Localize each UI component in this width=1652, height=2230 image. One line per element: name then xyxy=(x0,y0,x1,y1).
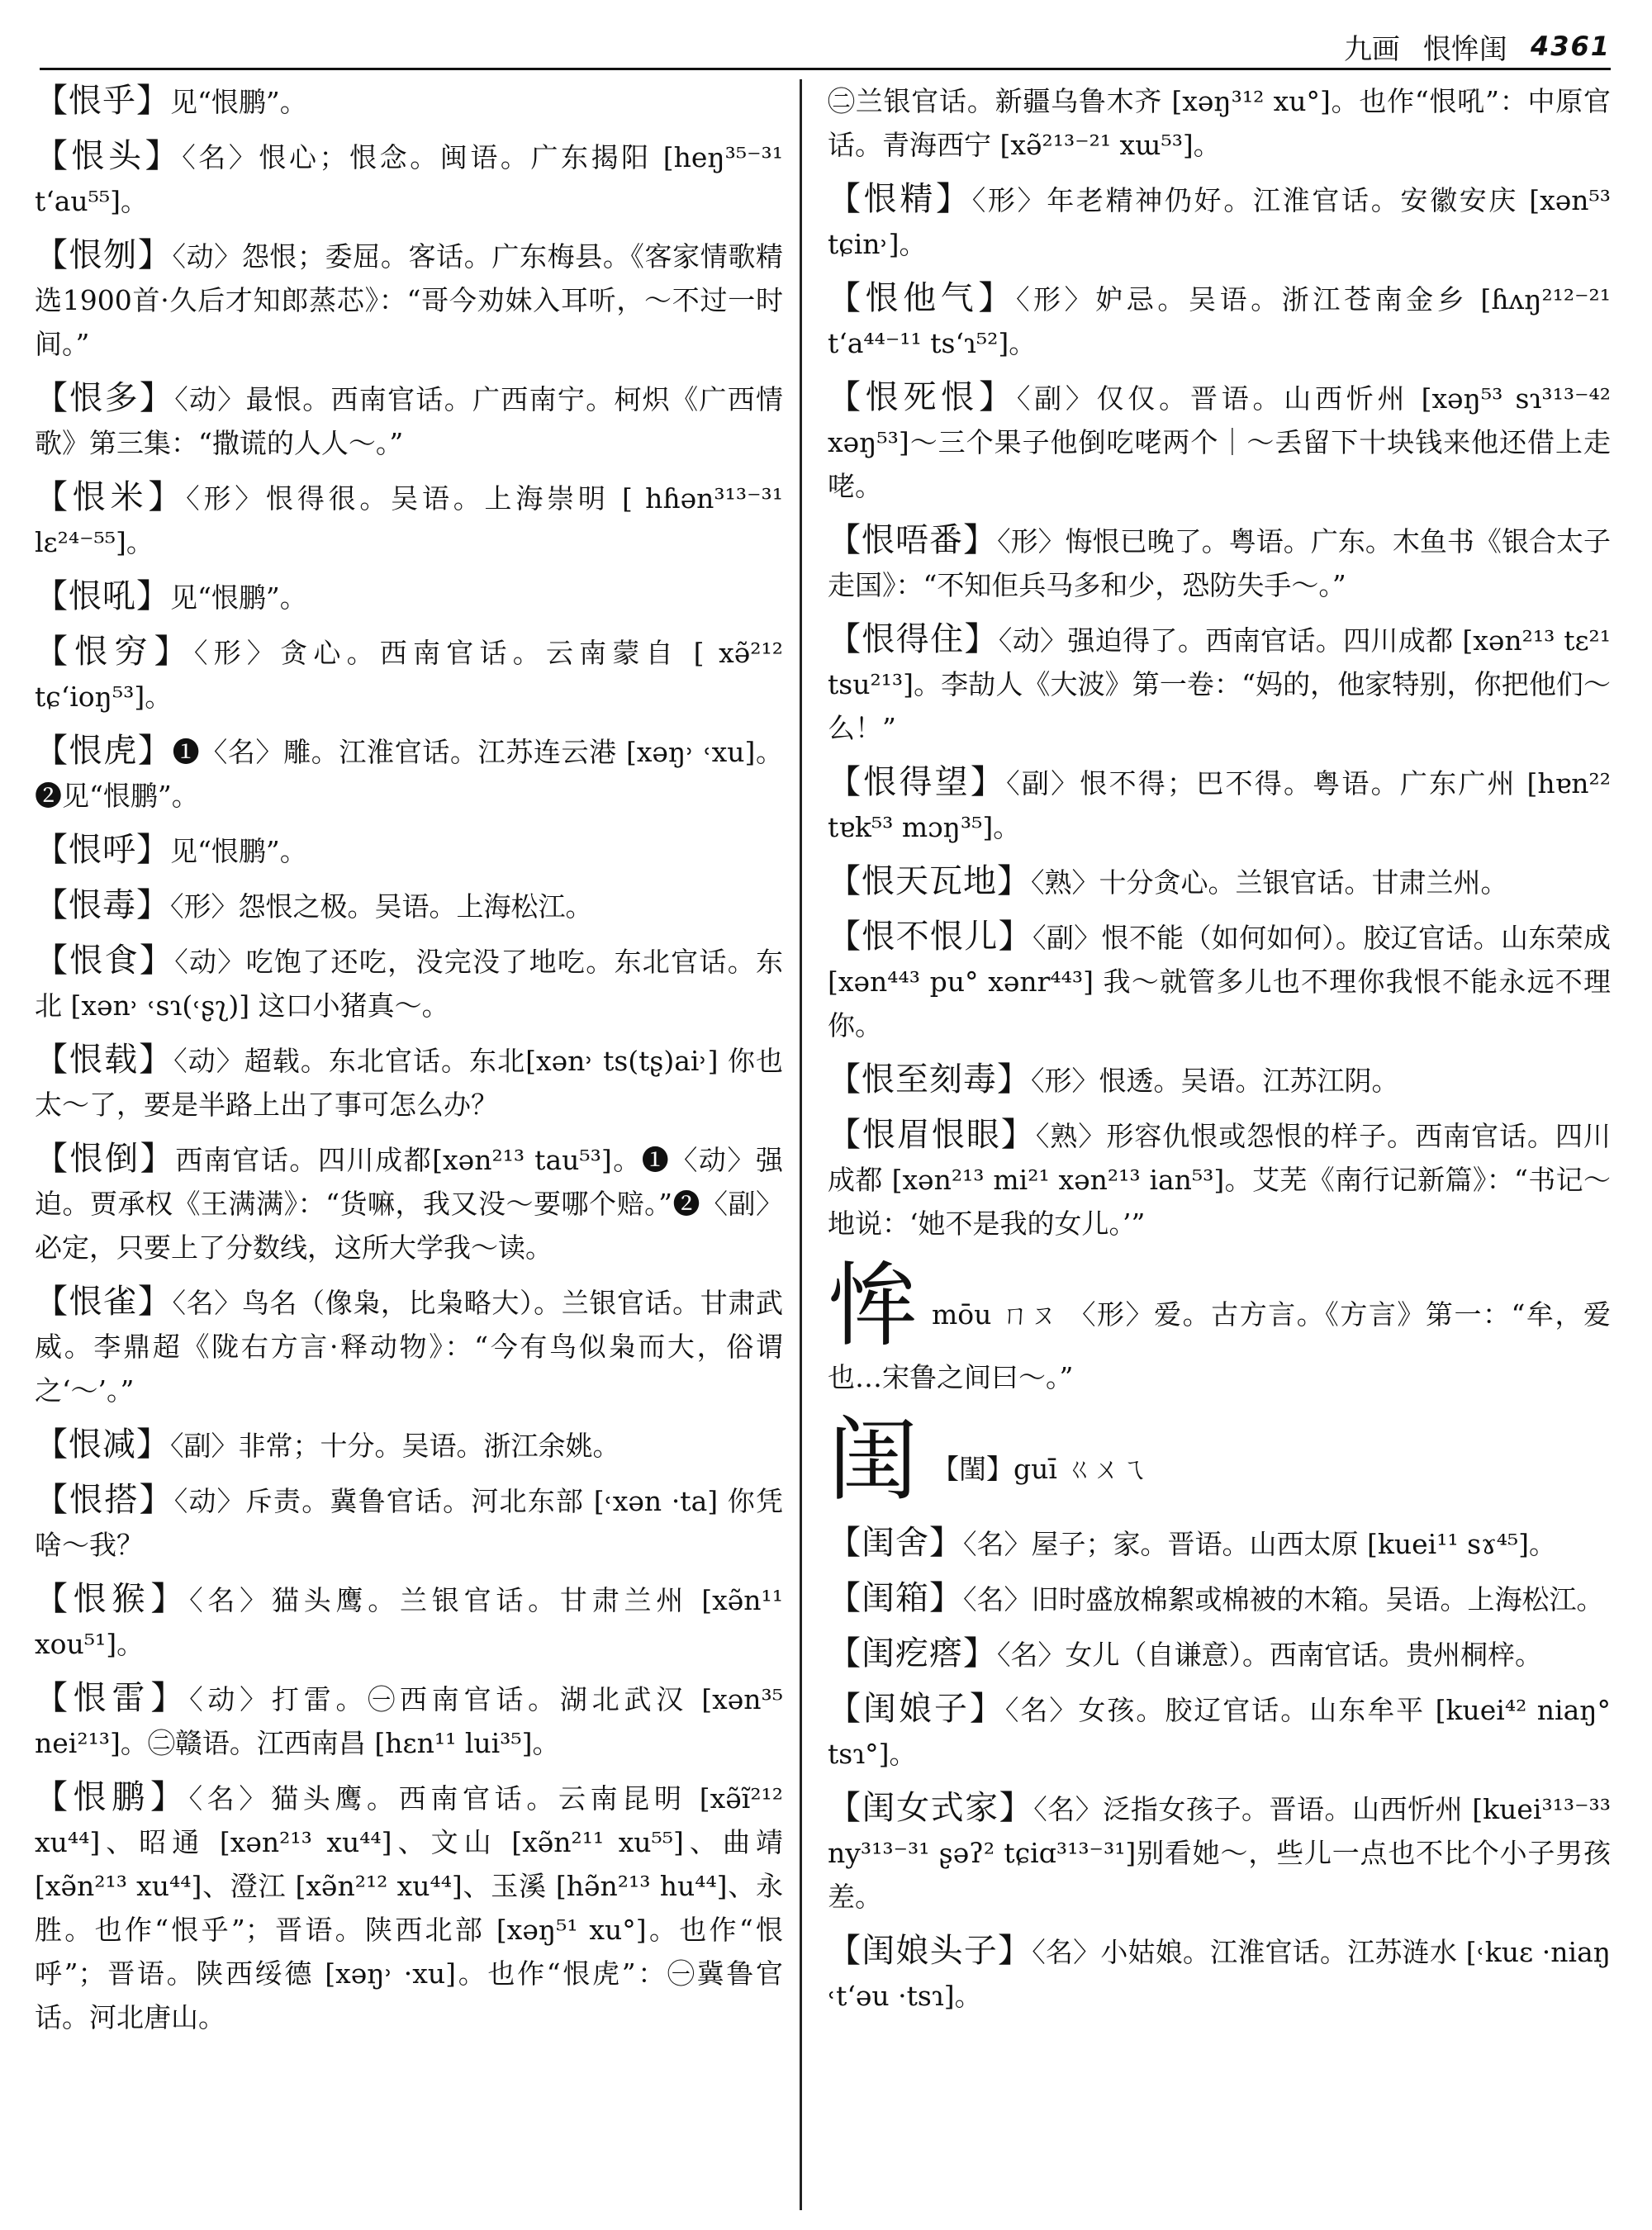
page-header xyxy=(1214,23,1611,69)
entry xyxy=(828,277,1611,365)
entry xyxy=(35,79,783,124)
entry xyxy=(35,476,783,564)
character-entry xyxy=(828,1253,1611,1399)
headword: 【闺娘子】 xyxy=(828,1690,1005,1728)
entry xyxy=(828,1786,1611,1919)
definition: 〈形〉恨透。吴语。江苏江阴。 xyxy=(1031,1065,1399,1097)
headword: 【恨刎】 xyxy=(35,236,173,274)
entry xyxy=(828,1929,1611,2018)
entry xyxy=(35,234,783,366)
entry xyxy=(35,1478,783,1567)
definition: 〈动〉怨恨；委屈。客话。广东梅县。《客家情歌精选1900首·久后才知郎蒸芯》：“哥今劝妹入耳听，～不过一时间。” xyxy=(35,240,783,360)
headword: 【恨毒】 xyxy=(35,886,170,924)
headword: 【闺疙瘩】 xyxy=(828,1635,997,1672)
definition: 〈形〉年老精神仍好。江淮官话。安徽安庆 [xən⁵³ tɕin˒]。 xyxy=(828,184,1611,260)
entry xyxy=(35,1776,783,2039)
entry xyxy=(35,1280,783,1412)
definition: 〈动〉打雷。㊀西南官话。湖北武汉 [xən³⁵ nei²¹³]。㊁赣语。江西南昌 [hɛn¹¹ lui³⁵]。 xyxy=(35,1683,783,1759)
head-character: 闺 xyxy=(828,1407,919,1513)
definition: 〈熟〉形容仇恨或怨恨的样子。西南官话。四川成都 [xən²¹³ mi²¹ xən²¹³ ian⁵³]。艾芜《南行记新篇》：“书记～地说：‘她不是我的女儿。’” xyxy=(828,1120,1611,1240)
headword: 【恨得望】 xyxy=(828,763,1007,801)
definition: 〈名〉屋子；家。晋语。山西太原 [kuei¹¹ sɤ⁴⁵]。 xyxy=(963,1528,1557,1560)
headword: 【恨食】 xyxy=(35,942,175,980)
entry xyxy=(828,178,1611,266)
definition: 见“恨鹏”。 xyxy=(170,86,307,118)
entry xyxy=(35,630,783,719)
headword: 【恨死恨】 xyxy=(828,378,1017,416)
definition: ❶〈名〉雕。江淮官话。江苏连云港 [xəŋ˒ ˓xu]。❷见“恨鹏”。 xyxy=(35,736,783,812)
entry xyxy=(828,1687,1611,1776)
definition: 西南官话。四川成都[xən²¹³ tau⁵³]。❶〈动〉强迫。贾承权《王满满》：“货嘛，我又没～要哪个赔。”❷〈副〉必定，只要上了分数线，这所大学我～读。 xyxy=(35,1144,783,1264)
entry xyxy=(828,915,1611,1047)
definition: 〈名〉鸟名（像枭，比枭略大）。兰银官话。甘肃武威。李鼎超《陇右方言·释动物》：“今有鸟似枭而大，俗谓之‘～’。” xyxy=(35,1287,783,1407)
headword: 【恨眉恨眼】 xyxy=(828,1116,1036,1154)
entry xyxy=(35,729,783,818)
headword: 【恨减】 xyxy=(35,1426,170,1464)
header-rule xyxy=(40,68,1611,70)
definition: 〈副〉仅仅。晋语。山西忻州 [xəŋ⁵³ sɿ³¹³⁻⁴² xəŋ⁵³]～三个果子他倒吃咾两个｜～丢留下十块钱来他还借上走咾。 xyxy=(828,382,1611,502)
entry xyxy=(35,1677,783,1765)
headword: 【恨鹏】 xyxy=(35,1778,189,1816)
headword: 【恨乎】 xyxy=(35,82,170,120)
definition: 见“恨鹏”。 xyxy=(170,835,307,867)
headword: 【闺女式家】 xyxy=(828,1789,1034,1827)
entry xyxy=(35,377,783,465)
entry xyxy=(828,519,1611,607)
headword: 【恨穷】 xyxy=(35,633,194,671)
headword: 【恨虎】 xyxy=(35,732,173,770)
definition: 〈形〉悔恨已晚了。粤语。广东。木鱼书《银合太子走国》：“不知佢兵马多和少，恐防失手～。” xyxy=(828,525,1611,601)
entry xyxy=(35,1578,783,1666)
head-character: 恈 xyxy=(828,1253,919,1359)
headword: 【恨得住】 xyxy=(828,620,999,658)
entry xyxy=(828,1632,1611,1677)
definition: 〈形〉贪心。西南官话。云南蒙自 [ xə̃²¹² tɕʻioŋ⁵³]。 xyxy=(35,637,783,713)
headword: 【恨吼】 xyxy=(35,577,170,615)
definition: 〈形〉怨恨之极。吴语。上海松江。 xyxy=(170,890,593,923)
entry xyxy=(35,1038,783,1127)
definition: 〈动〉斥责。冀鲁官话。河北东部 [˓xən ·ta] 你凭啥～我？ xyxy=(35,1485,783,1561)
running-head-chars: 恨恈闺 xyxy=(1422,32,1507,66)
definition: 〈名〉猫头鹰。兰银官话。甘肃兰州 [xə̃n¹¹ xou⁵¹]。 xyxy=(35,1584,783,1660)
entry xyxy=(828,376,1611,508)
headword: 【闺箱】 xyxy=(828,1579,963,1617)
definition: 〈名〉猫头鹰。西南官话。云南昆明 [xə̃ĩ²¹² xu⁴⁴]、昭通 [xən²¹³ xu⁴⁴]、文山 [xə̃n²¹¹ xu⁵⁵]、曲靖 [xə̃n²¹³ xu⁴⁴]、澄江 [xə̃n²¹² xu⁴⁴]、玉溪 [hə̃n²¹³ hu⁴⁴]、永胜。也作“恨乎”；晋语。陕西北部 [xəŋ⁵¹ xu°]。也作“恨呼”；晋语。陕西绥德 [xəŋ˒ ·xu]。也作“恨虎”：㊀冀鲁官话。河北唐山。 xyxy=(35,1782,783,2033)
entry xyxy=(828,1521,1611,1566)
definition: 〈名〉女儿（自谦意）。西南官话。贵州桐梓。 xyxy=(997,1639,1542,1671)
definition: 〈形〉妒忌。吴语。浙江苍南金乡 [ɦʌŋ²¹²⁻²¹ tʻa⁴⁴⁻¹¹ tsʻɿ⁵²]。 xyxy=(828,283,1611,359)
entry-continuation xyxy=(828,79,1611,167)
entry xyxy=(828,618,1611,750)
character-entry xyxy=(828,1407,1611,1513)
headword: 【恨猴】 xyxy=(35,1580,190,1618)
definition: 〈副〉恨不能（如何如何）。胶辽官话。山东荣成 [xən⁴⁴³ pu° xənr⁴⁴³] 我～就管多儿也不理你我恨不能永远不理你。 xyxy=(828,922,1611,1041)
headword: 【恨雀】 xyxy=(35,1283,173,1321)
headword: 【恨载】 xyxy=(35,1041,174,1079)
headword: 【恨多】 xyxy=(35,379,175,417)
headword: 【闺娘头子】 xyxy=(828,1932,1032,1970)
traditional-form: 【閨】guī ㄍㄨㄟ xyxy=(932,1453,1148,1485)
definition: 〈名〉旧时盛放棉絮或棉被的木箱。吴语。上海松江。 xyxy=(963,1583,1604,1616)
entry xyxy=(35,575,783,619)
headword: 【恨米】 xyxy=(35,478,187,516)
column-divider xyxy=(800,79,802,2210)
page-number: 4361 xyxy=(1530,31,1611,62)
definition: 〈动〉强迫得了。西南官话。四川成都 [xən²¹³ tɛ²¹ tsu²¹³]。李劼人《大波》第一卷：“妈的，他家特别，你把他们～么！” xyxy=(828,624,1611,744)
definition: ㊁兰银官话。新疆乌鲁木齐 [xəŋ³¹² xu°]。也作“恨吼”：中原官话。青海西宁 [xə̃²¹³⁻²¹ xɯ⁵³]。 xyxy=(828,85,1611,161)
left-column xyxy=(35,79,783,2213)
headword: 【恨头】 xyxy=(35,137,183,175)
headword: 【闺舍】 xyxy=(828,1524,963,1562)
headword: 【恨精】 xyxy=(828,180,972,218)
headword: 【恨不恨儿】 xyxy=(828,918,1032,956)
headword: 【恨呼】 xyxy=(35,831,170,869)
headword: 【恨倒】 xyxy=(35,1140,176,1178)
definition: 见“恨鹏”。 xyxy=(170,581,307,614)
definition: 〈副〉非常；十分。吴语。浙江余姚。 xyxy=(170,1430,620,1462)
definition: 〈名〉恨心；恨念。闽语。广东揭阳 [heŋ³⁵⁻³¹ tʻau⁵⁵]。 xyxy=(35,141,783,217)
headword: 【恨搭】 xyxy=(35,1481,174,1519)
definition: 〈名〉泛指女孩子。晋语。山西忻州 [kuei³¹³⁻³³ ny³¹³⁻³¹ ʂəʔ² tɕiɑ³¹³⁻³¹]别看她～，些儿一点也不比个小子男孩差。 xyxy=(828,1793,1611,1913)
definition: 〈动〉吃饱了还吃，没完没了地吃。东北官话。东北 [xən˒ ˓sɿ(˓ʂʅ)] 这口小猪真～。 xyxy=(35,946,783,1022)
entry xyxy=(35,828,783,873)
headword: 【恨他气】 xyxy=(828,279,1016,317)
headword: 【恨天瓦地】 xyxy=(828,862,1031,900)
definition: 〈名〉女孩。胶辽官话。山东牟平 [kuei⁴² niaŋ° tsɿ°]。 xyxy=(828,1694,1611,1770)
entry xyxy=(828,1113,1611,1245)
entry xyxy=(35,135,783,223)
headword: 【恨雷】 xyxy=(35,1679,190,1717)
definition: 〈副〉恨不得；巴不得。粤语。广东广州 [hɐn²² tɐk⁵³ mɔŋ³⁵]。 xyxy=(828,767,1611,843)
entry xyxy=(35,939,783,1027)
right-column xyxy=(828,79,1611,2213)
entry xyxy=(35,884,783,928)
entry xyxy=(35,1137,783,1269)
entry xyxy=(35,1423,783,1468)
section-label: 九画 xyxy=(1343,32,1400,66)
definition: 〈熟〉十分贪心。兰银官话。甘肃兰州。 xyxy=(1031,866,1508,899)
definition: 〈名〉小姑娘。江淮官话。江苏涟水 [˓kuɛ ·niaŋ ˓tʻəu ·tsɿ]。 xyxy=(828,1936,1611,2012)
definition: 〈动〉最恨。西南官话。广西南宁。柯炽《广西情歌》第三集：“撒谎的人人～。” xyxy=(35,383,783,459)
entry xyxy=(828,1577,1611,1621)
definition: mōu ㄇㄡ 〈形〉爱。古方言。《方言》第一：“牟，爱也…宋鲁之间曰～。” xyxy=(828,1298,1611,1393)
entry xyxy=(828,761,1611,849)
headword: 【恨至刻毒】 xyxy=(828,1060,1031,1098)
entry xyxy=(828,1058,1611,1103)
headword: 【恨唔番】 xyxy=(828,521,998,559)
entry xyxy=(828,860,1611,904)
definition: 〈动〉超载。东北官话。东北[xən˒ ts(tʂ)ai˒] 你也太～了，要是半路上出了事可怎么办？ xyxy=(35,1045,783,1121)
definition: 〈形〉恨得很。吴语。上海崇明 [ hɦən³¹³⁻³¹ lɛ²⁴⁻⁵⁵]。 xyxy=(35,482,783,558)
